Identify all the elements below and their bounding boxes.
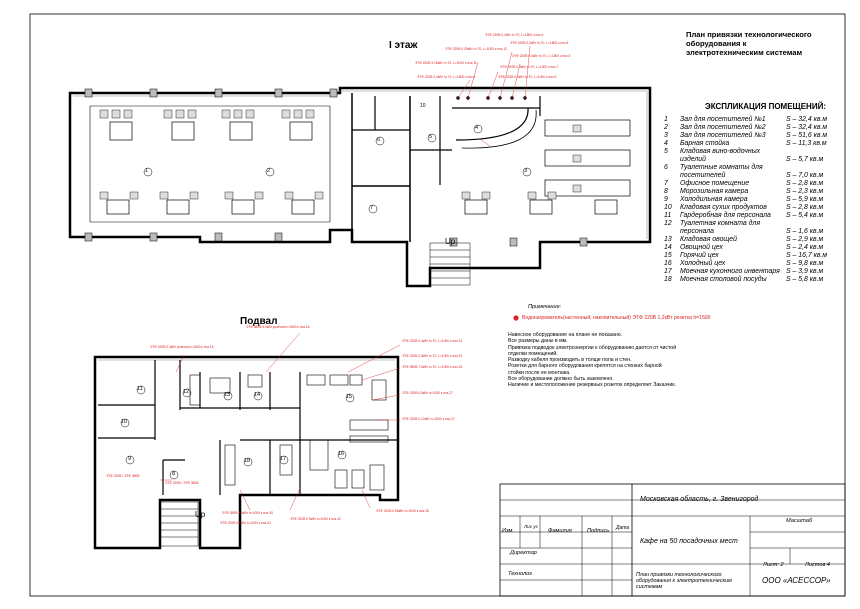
explication-row [664, 204, 844, 212]
explication-list [664, 116, 844, 284]
room-number: 17 [280, 456, 287, 462]
room-number: 5 [429, 134, 433, 140]
note-line: Все размеры даны в мм. [508, 338, 568, 345]
room-number: 8 [172, 471, 176, 477]
note-line: Навесное оборудование на плане не показано. [508, 332, 623, 338]
explication-row-number: 10 [664, 204, 672, 211]
callout-label: ЭТФ 220В 2,8кВт h=70, L=1000 к поз.24 [402, 354, 463, 358]
explication-row-area: S – 5,4 кв.м [786, 212, 824, 219]
callout-label: ЭТФ 220В 0,25кВт h=70, L=1000 к поз.12 [445, 47, 507, 51]
explication-row [664, 188, 844, 196]
explication-row [664, 220, 844, 236]
explication-row [664, 116, 844, 124]
stamp-drawing-name: План привязки технологического оборудования к электротехническим системам [636, 572, 732, 591]
legend-dot [513, 315, 518, 320]
explication-row [664, 260, 844, 268]
explication-row-area: S – 2,4 кв.м [786, 244, 824, 251]
room-number: 2 [267, 168, 271, 174]
explication-row-number: 2 [664, 124, 668, 131]
stamp-scale-label: Масштаб [786, 518, 813, 524]
room-number: 13 [224, 392, 231, 398]
callout-label: ЭТФ 220В 0,12кВт h=1000 к поз.27 [402, 417, 455, 421]
explication-row-area: S – 32,4 кв.м [786, 124, 828, 131]
explication-row-number: 3 [664, 132, 668, 139]
explication-row-number: 5 [664, 148, 668, 155]
explication-row [664, 268, 844, 276]
explication-row-number: 12 [664, 220, 672, 227]
explication-row-name: Зал для посетителей №1 [680, 116, 766, 123]
explication-row-area: S – 1,6 кв.м [786, 228, 824, 235]
explication-row-name: Моечная кухонного инвентаря [680, 268, 780, 275]
first-floor-plan [70, 46, 650, 286]
explication-row-number: 14 [664, 244, 672, 251]
explication-row-name: Горячий цех [680, 252, 719, 259]
explication-row-number: 4 [664, 140, 668, 147]
explication-row-area: S – 2,8 кв.м [786, 180, 824, 187]
explication-row [664, 244, 844, 252]
explication-row-number: 17 [664, 268, 672, 275]
stamp-col: Фамилия [548, 528, 572, 534]
explication-row-number: 18 [664, 276, 672, 283]
explication-row-name: Холодный цех [680, 260, 726, 267]
callout-label: ЭТФ 380В 7,5кВт h=70, L=1000 к поз.25 [402, 365, 463, 369]
explication-row-area: S – 5,9 кв.м [786, 196, 824, 203]
explication-row-name: Кладовая вино-водочных изделий [680, 148, 761, 163]
room-number: 9 [128, 456, 132, 462]
callout-label: ЭТФ 220В 0,2кВт h=70, L=1800 к поз.8 [510, 41, 569, 45]
callout-label: ЭТФ 220В 0,1кВт h=1000 к поз.31 [220, 521, 271, 525]
stamp-sheet: Лист: 2 [763, 562, 784, 568]
stamp-col: Изм. [502, 528, 514, 534]
stamp-project: Кафе на 50 посадочных мест [640, 538, 738, 545]
room-number: 15 [346, 394, 353, 400]
explication-row [664, 124, 844, 132]
note-line: Все оборудование должно быть заземлено. [508, 376, 614, 383]
room-number: 7 [370, 205, 374, 211]
callout-label: ЭТФ 220В / ЭТФ 380В [106, 474, 140, 478]
room-number: 1 [145, 168, 149, 174]
room-number: 6 [377, 137, 381, 143]
stamp-director: Директор [510, 550, 537, 556]
note-line: Разводку кабеля производить в толще пола и стен. [508, 357, 632, 364]
explication-row-area: S – 7,0 кв.м [786, 172, 824, 179]
room-number: 4 [475, 125, 479, 131]
explication-row-number: 8 [664, 188, 668, 195]
stamp-col: Дата [616, 525, 630, 531]
explication-row-name: Гардеробная для персонала [680, 212, 771, 219]
explication-row [664, 212, 844, 220]
explication-row [664, 148, 844, 164]
room-number: 11 [137, 386, 143, 392]
explication-row-name: Овощной цех [680, 244, 723, 251]
callout-label: ЭТФ 220В 0,3кВт h=70, L=1000 к поз.7 [500, 65, 559, 69]
explication-row-number: 6 [664, 164, 668, 171]
explication-row-number: 16 [664, 260, 672, 267]
stamp-col: Лис ус [524, 524, 538, 529]
explication-row-area: S – 32,4 кв.м [786, 116, 828, 123]
explication-row-area: S – 51,6 кв.м [786, 132, 828, 139]
room-number: 3 [524, 168, 528, 174]
stairs-up-label-basement: Up [195, 510, 206, 519]
explication-row-name: Зал для посетителей №3 [680, 132, 766, 139]
callout-label: ЭТФ 220В 0,2кВт h=70, L=1800 к поз.4 [485, 33, 544, 37]
room-number: 18 [244, 458, 251, 464]
explication-row-name: Туалетные комнаты для посетителей [680, 164, 763, 179]
explication-row [664, 276, 844, 284]
explication-row [664, 132, 844, 140]
callout-label: ЭТФ 220В 0,5кВт h=1000 к поз.27 [402, 391, 453, 395]
basement-label: Подвал [240, 316, 278, 327]
drawing-title: План привязки технологического оборудования к электротехническим системам [686, 30, 812, 57]
first-floor-label: I этаж [389, 40, 418, 51]
explication-row [664, 236, 844, 244]
callout-label: ЭТФ 220В 0,4кВт h=70, L=1000 к поз.23 [402, 339, 463, 343]
explication-row-name: Зал для посетителей №2 [680, 124, 766, 131]
explication-title: ЭКСПЛИКАЦИЯ ПОМЕЩЕНИЙ: [705, 102, 826, 111]
stamp-org: ООО «АСЕССОР» [762, 576, 831, 585]
explication-row-area: S – 2,9 кв.м [786, 236, 824, 243]
explication-row-name: Туалетная комната для персонала [680, 220, 760, 235]
notes-list [508, 332, 680, 389]
explication-row [664, 196, 844, 204]
explication-row-area: S – 5,7 кв.м [786, 156, 824, 163]
notes-heading: Примечание: [528, 304, 562, 310]
explication-row [664, 252, 844, 260]
explication-row-name: Морозильная камера [680, 188, 749, 195]
explication-row-name: Холодильная камера [680, 196, 748, 203]
stamp-sheets: Листов 4 [805, 562, 831, 568]
callout-label: ЭТФ 220В 3,15кВт h=70, L=1000 к поз.11 [415, 61, 477, 65]
room-number: 12 [183, 389, 190, 395]
explication-row-number: 9 [664, 196, 668, 203]
legend-text: Водонагреватель(настенный, накопительный) ЭТФ 220В 1,2кВт розетка h=1500 [522, 315, 711, 321]
callout-label: ЭТФ 220В 2,0кВт h=70, L=1800 к поз.6 [417, 75, 476, 79]
note-line: Розетки для барного оборудования крепятся на стенках барной стойки после ее монтажа. [508, 363, 662, 376]
room-number: 16 [338, 451, 345, 457]
stamp-col: Подпись [587, 528, 610, 534]
callout-label: ЭТФ 380В 5,0кВт розетка h=1500 к поз.16 [246, 325, 310, 329]
explication-row-number: 11 [664, 212, 672, 219]
callout-label: ЭТФ 220В 0,5кВт h=1000 к поз.32 [290, 517, 341, 521]
callout-label: ЭТФ 220В / ЭТФ 380В [165, 481, 199, 485]
explication-row-area: S – 16,7 кв.м [786, 252, 828, 259]
room-number: 14 [254, 392, 261, 398]
explication-row [664, 180, 844, 188]
callout-label: ЭТФ 220В 0,3кВт розетка h=1500 к поз.15 [150, 345, 214, 349]
explication-row [664, 164, 844, 180]
explication-row-area: S – 3,9 кв.м [786, 268, 824, 275]
callout-label: ЭТФ 220В 0,5кВт h=70, L=1000 к поз.9 [498, 75, 557, 79]
explication-row-name: Кладовая овощей [680, 236, 737, 243]
explication-row-area: S – 9,8 кв.м [786, 260, 824, 267]
room-number: 10 [121, 419, 128, 425]
explication-row-name: Кладовая сухих продуктов [680, 204, 767, 211]
explication-row-name: Барная стойка [680, 140, 730, 147]
callout-label: ЭТФ 220В 0,4кВт h=70, L=1800 к поз.5 [512, 54, 571, 58]
explication-row-number: 1 [664, 116, 668, 123]
note-line: Привязка подводок электроэнергии к оборудованию дается от чистой отделки помещений. [508, 344, 677, 357]
callout-label: ЭТФ 220В 0,06кВт h=1000 к поз.28 [376, 509, 429, 513]
explication-row-area: S – 2,8 кв.м [786, 204, 824, 211]
explication-row [664, 140, 844, 148]
callout-label: ЭТФ 380В 5,5кВт h=1000 к поз.30 [222, 511, 273, 515]
note-line: Наличие и местоположение резервных розеток определяет Заказчик. [508, 382, 676, 389]
explication-row-area: S – 2,3 кв.м [786, 188, 824, 195]
explication-row-name: Офисное помещение [680, 180, 750, 187]
stamp-location: Московская область, г. Звенигород [640, 496, 759, 503]
explication-row-area: S – 5,8 кв.м [786, 276, 824, 283]
explication-row-number: 15 [664, 252, 672, 259]
stairs-up-label-first: Up [445, 237, 456, 246]
explication-row-number: 7 [664, 180, 668, 187]
explication-row-name: Моечная столовой посуды [680, 276, 767, 283]
room-number: 10 [420, 103, 426, 109]
stamp-technolog: Технолог [508, 571, 532, 577]
explication-row-number: 13 [664, 236, 672, 243]
explication-row-area: S – 11,3 кв.м [786, 140, 827, 147]
